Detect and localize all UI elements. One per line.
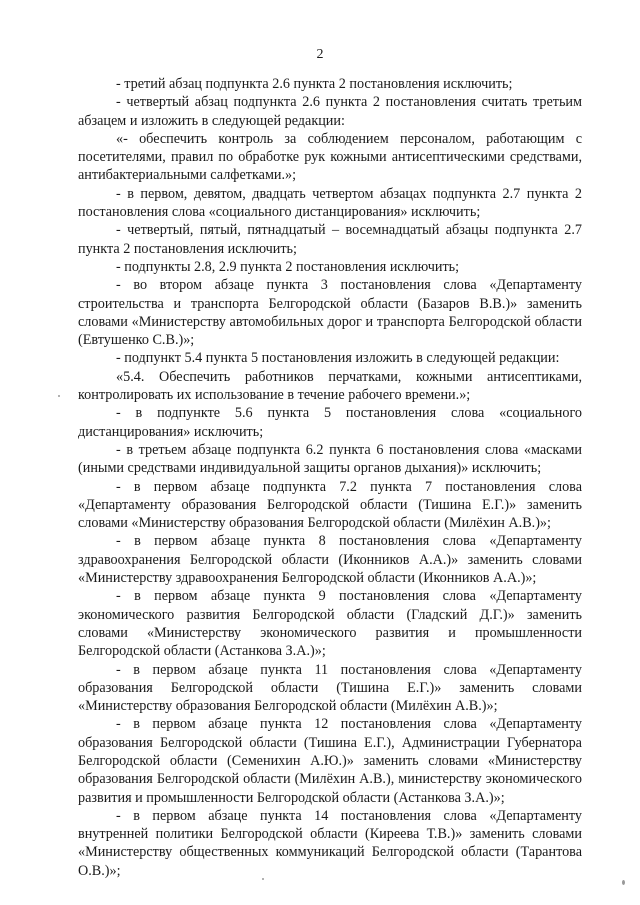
paragraph: - в первом абзаце пункта 9 постановления слова «Департаменту экономического развития Белгородской области (Гладский Д.Г.)» заменить словами «Министерству экономического развития и промышленности Белгородской области (Астанкова З.А.)»;	[78, 588, 582, 660]
paragraph: - четвертый, пятый, пятнадцатый – восемнадцатый абзацы подпункта 2.7 пункта 2 постановления исключить;	[78, 222, 582, 257]
paragraph: - подпункт 5.4 пункта 5 постановления изложить в следующей редакции:	[116, 350, 560, 367]
page-number: 2	[316, 47, 324, 62]
paragraph: - подпункты 2.8, 2.9 пункта 2 постановления исключить;	[116, 258, 460, 275]
paragraph: - в первом абзаце подпункта 7.2 пункта 7 постановления слова «Департаменту образования Белгородской области (Тишина Е.Г.)» заменить словами «Министерству образования Белгородской области (Милёхин А.В.)»;	[78, 478, 582, 532]
paragraph: - третий абзац подпункта 2.6 пункта 2 постановления исключить;	[116, 76, 513, 92]
paragraph: «5.4. Обеспечить работников перчатками, кожными антисептиками, контролировать их использование в течение рабочего времени.»;	[78, 368, 582, 404]
document-body	[78, 75, 582, 880]
paragraph: - в первом абзаце пункта 11 постановления слова «Департаменту образования Белгородской области (Тишина Е.Г.)» заменить словами «Министерству образования Белгородской области (Милёхин А.В.)»;	[78, 661, 582, 715]
paragraph: «- обеспечить контроль за соблюдением персоналом, работающим с посетителями, правил по обработке рук кожными антисептическими средствами, антибактериальными салфетками.»;	[78, 130, 582, 184]
paragraph: - во втором абзаце пункта 3 постановления слова «Департаменту строительства и транспорта Белгородской области (Базаров В.В.)» заменить словами «Министерству автомобильных дорог и транспорта Белгородской области (Евтушенко С.В.)»;	[78, 277, 582, 349]
paragraph: - в первом абзаце пункта 8 постановления слова «Департаменту здравоохранения Белгородской области (Иконников А.А.)» заменить словами «Министерству здравоохранения Белгородской области (Иконников А.А.)»;	[78, 533, 582, 587]
scan-speck	[262, 878, 264, 880]
paragraph: - в третьем абзаце подпункта 6.2 пункта 6 постановления слова «масками (иными средствами индивидуальной защиты органов дыхания)» исключить;	[78, 441, 582, 477]
paragraph: - в первом абзаце пункта 12 постановления слова «Департаменту образования Белгородской области (Тишина Е.Г.), Администрации Губернатора Белгородской области (Семенихин А.Ю.)» заменить словами «Министерству образования Белгородской области (Милёхин А.В.), министерству экономического развития и промышленности Белгородской области (Астанкова З.А.)»;	[78, 716, 582, 806]
paragraph: - четвертый абзац подпункта 2.6 пункта 2 постановления считать третьим абзацем и изложить в следующей редакции:	[78, 94, 582, 129]
paragraph: - в подпункте 5.6 пункта 5 постановления слова «социального дистанцирования» исключить;	[78, 405, 582, 440]
scan-speck	[58, 395, 60, 397]
paragraph: - в первом абзаце пункта 14 постановления слова «Департаменту внутренней политики Белгородской области (Киреева Т.В.)» заменить словами «Министерству общественных коммуникаций Белгородской области (Тарантова О.В.)»;	[78, 807, 582, 879]
paragraph: - в первом, девятом, двадцать четвертом абзацах подпункта 2.7 пункта 2 постановления слова «социального дистанцирования» исключить;	[78, 185, 582, 221]
scan-speck	[622, 880, 625, 885]
